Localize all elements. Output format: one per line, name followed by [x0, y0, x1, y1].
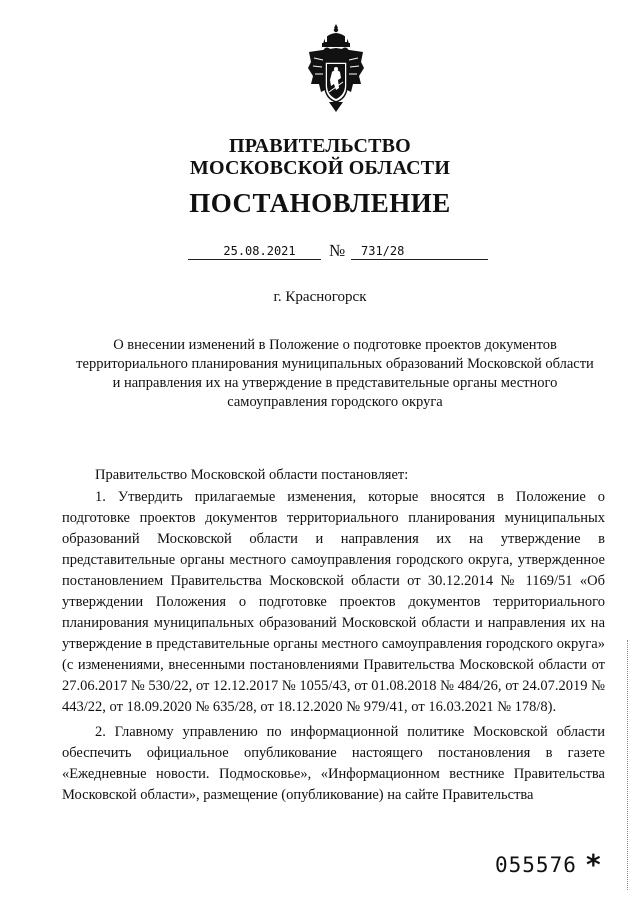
document-type-heading: ПОСТАНОВЛЕНИЕ	[189, 188, 451, 218]
organization-title-line1: ПРАВИТЕЛЬСТВО	[229, 135, 411, 157]
scan-edge-divider	[627, 640, 629, 890]
subject-line: и направления их на утверждение в представительные органы местного	[112, 375, 558, 391]
subject-line: самоуправления городского округа	[227, 394, 443, 410]
body-intro: Правительство Московской области постановляет:	[95, 467, 409, 483]
date-number-line	[0, 243, 640, 265]
document-subject	[62, 336, 608, 412]
organization-title-line2: МОСКОВСКОЙ ОБЛАСТИ	[189, 157, 451, 179]
body-item-2: 2. Главному управлению по информационной политике Московской области обеспечить официальное опубликование настоящего постановления в газете «Ежедневные новости. Подмосковье», «Информационном вестнике Правительства Московской области», размещение (опубликование) на сайте Правительства	[62, 724, 605, 803]
body-item-1: 1. Утвердить прилагаемые изменения, которые вносятся в Положение о подготовке проектов документов территориального планирования муниципальных образований Московской области и направления их на утверждение в представительные органы местного самоуправления городского округа, утвержденное постановлением Правительства Московской области от 30.12.2014 № 1169/51 «Об утверждении Положения о подготовке проектов документов территориального планирования муниципальных образований Московской области и направления их на утверждение в представительные органы местного самоуправления городского округа» (с изменениями, внесенными постановлениями Правительства Московской области от 27.06.2017 № 530/22, от 12.12.2017 № 1055/43, от 01.08.2018 № 484/26, от 24.07.2019 № 443/22, от 18.09.2020 № 635/28, от 18.12.2020 № 979/41, от 16.03.2021 № 178/8).	[62, 489, 605, 715]
document-body	[62, 465, 605, 806]
number-sign: №	[329, 241, 346, 260]
serial-number-stamp: 055576	[495, 853, 577, 877]
document-number: 731/28	[351, 243, 488, 260]
moscow-oblast-coat-of-arms-icon	[305, 22, 367, 114]
document-date: 25.08.2021	[188, 243, 321, 260]
subject-line: О внесении изменений в Положение о подготовке проектов документов	[113, 337, 557, 353]
place-of-issue: г. Красногорск	[273, 289, 367, 305]
serial-star-mark: *	[586, 848, 601, 881]
subject-line: территориального планирования муниципальных образований Московской области	[76, 356, 594, 372]
